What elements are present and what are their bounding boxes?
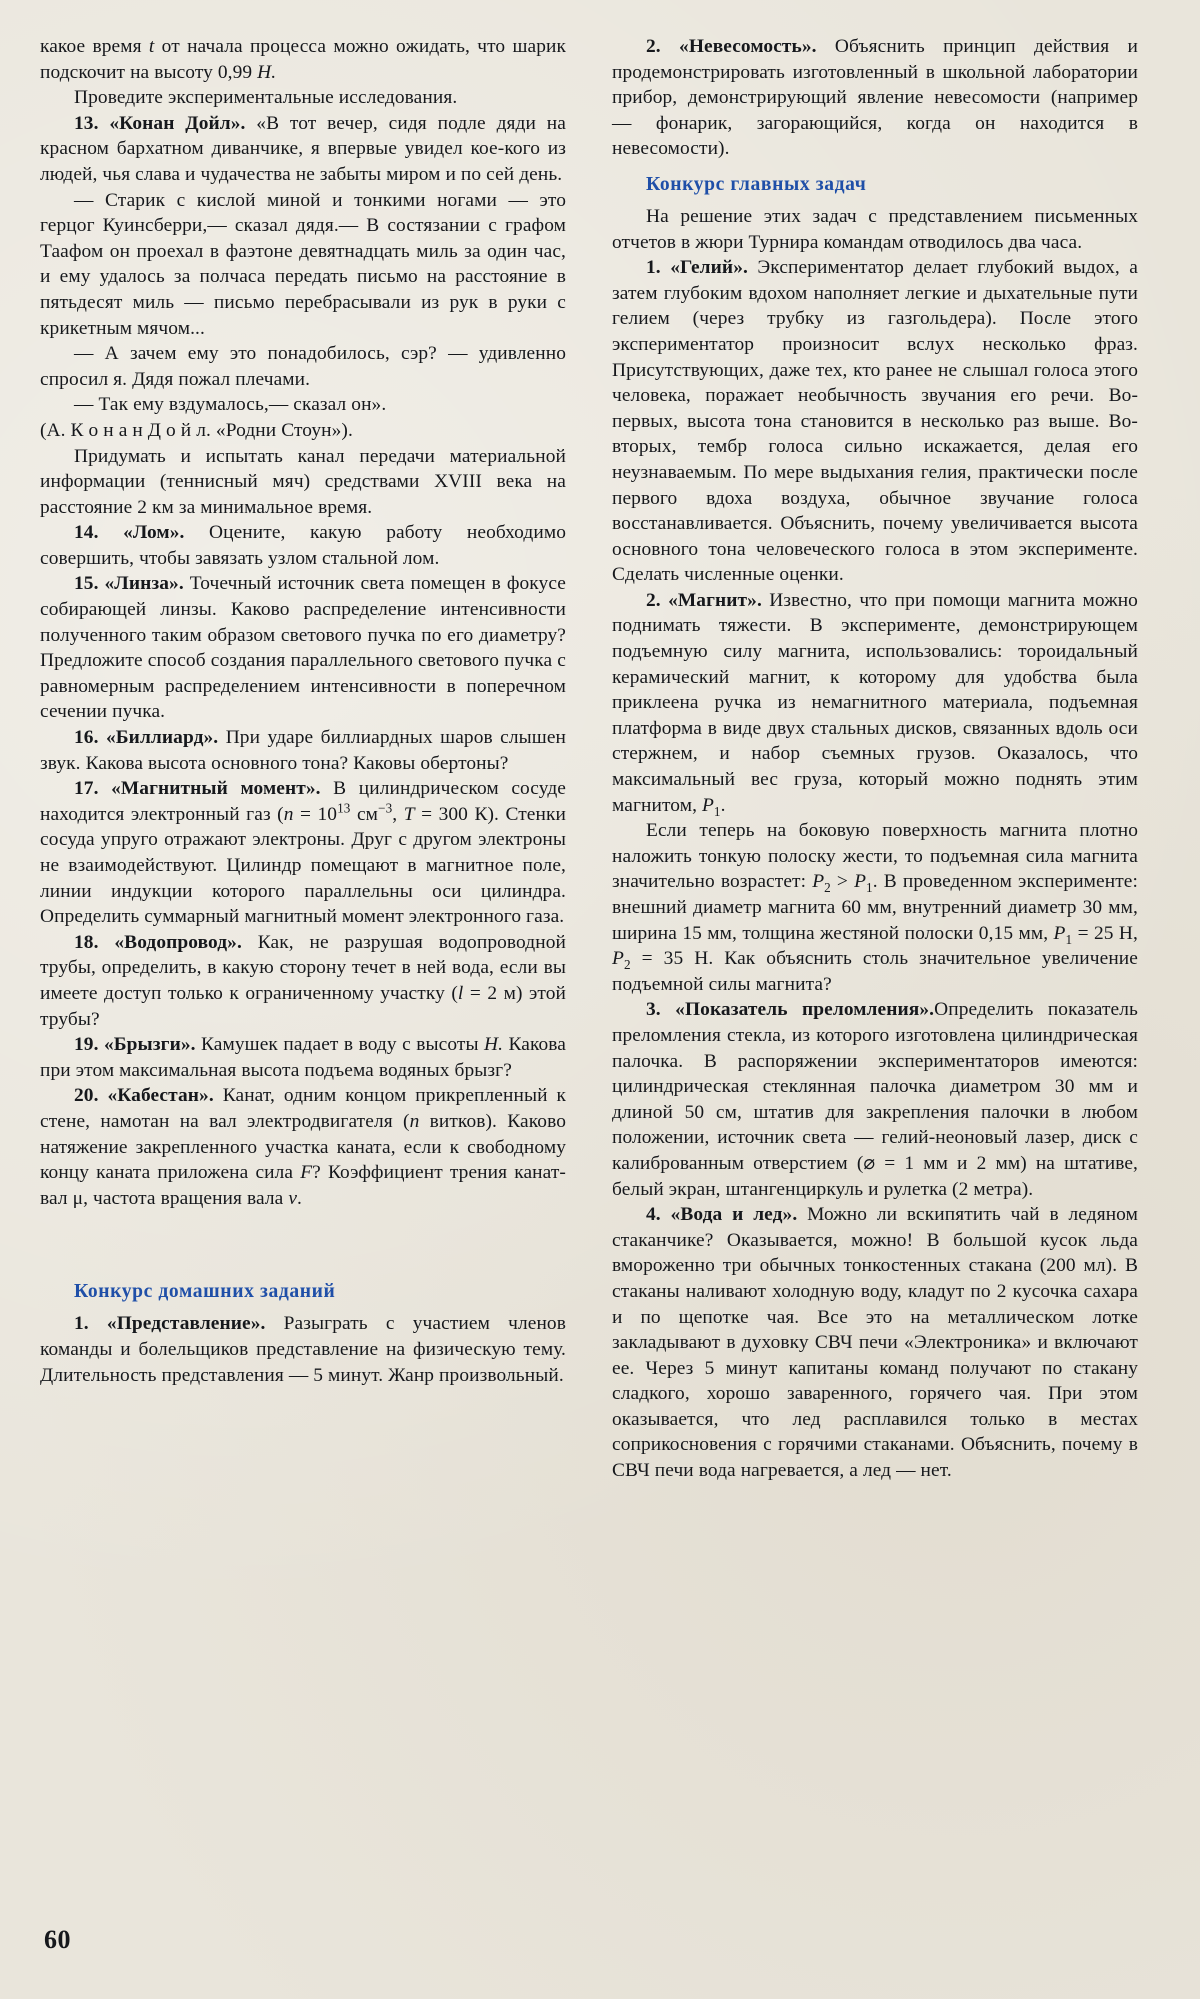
task-13-conan-doyle: 13. «Конан Дойл». «В тот вечер, сидя подле дяди на красном бархатном диванчике, я впервые увидел кое-кого из людей, чья слава и чудачества не забыты миром и по сей день. bbox=[40, 112, 566, 185]
task-15-linza: 15. «Линза». Точечный источник света помещен в фокусе собирающей линзы. Каково распределение интенсивности полученного таким образом светового пучка по его диаметру? Предложите способ создания параллельного светового пучка с равномерным распределением интенсивности в поперечном сечении пучка. bbox=[40, 573, 566, 723]
task-2-nevesomost: 2. «Невесомость». Объяснить принцип действия и продемонстрировать изготовленный в школьной лаборатории прибор, демонстрирующий явление невесомости (например — фонарик, загорающийся, когда он находится в невесомости). bbox=[612, 36, 1138, 160]
para-time-question: какое время t от начала процесса можно ожидать, что шарик подскочит на высоту 0,99 H. bbox=[40, 36, 567, 83]
heading-homework-contest: Конкурс домашних заданий bbox=[74, 1281, 336, 1303]
heading-main-tasks-contest: Конкурс главных задач bbox=[646, 173, 867, 195]
para-conan-doyle-source: (А. К о н а н Д о й л. «Родни Стоун»). bbox=[40, 419, 353, 441]
left-column bbox=[40, 34, 566, 1388]
para-conan-doyle-task: Придумать и испытать канал передачи материальной информации (теннисный мяч) средствами XVIII века на расстояние 2 км за минимальное время. bbox=[40, 445, 566, 518]
para-main-tasks-intro: На решение этих задач с представлением письменных отчетов в жюри Турнира командам отводилось два часа. bbox=[612, 205, 1138, 253]
task-1-predstavlenie: 1. «Представление». Разыграть с участием членов команды и болельщиков представление на физическую тему. Длительность представления — 5 минут. Жанр произвольный. bbox=[40, 1313, 566, 1386]
right-column bbox=[612, 34, 1138, 1484]
task-17-magnitnyi-moment: 17. «Магнитный момент». В цилиндрическом сосуде находится электронный газ ($n = 10^{13}$ $см^{-3}$, T = 300 К). Стенки сосуда упруго отражают электроны. Друг с другом электроны не взаимодействуют. Цилиндр помещают в магнитное поле, линии индукции которого параллельны оси цилиндра. Определить суммарный магнитный момент электронного газа. bbox=[40, 778, 566, 928]
two-column-layout bbox=[40, 34, 1160, 1484]
task-18-vodoprovod: 18. «Водопровод». Как, не разрушая водопроводной трубы, определить, в какую сторону течет в ней вода, если вы имеете доступ только к ограниченному участку (l = 2 м) этой трубы? bbox=[40, 931, 567, 1030]
para-conan-doyle-quote-2: — А зачем ему это понадобилось, сэр? — удивленно спросил я. Дядя пожал плечами. bbox=[40, 343, 566, 390]
task-20-kabestan: 20. «Кабестан». Канат, одним концом прикрепленный к стене, намотан на вал электродвигателя (n витков). Каково натяжение закрепленного участка каната, если к свободному концу каната приложена сила F? Коэффициент трения канат-вал μ, частота вращения вала ν. bbox=[40, 1085, 567, 1209]
task-4-voda-i-led: 4. «Вода и лед». Можно ли вскипятить чай в ледяном стаканчике? Оказывается, можно! В большой кусок льда вмороженно три обычных тонкостенных стакана (200 мл). В стаканы наливают холодную воду, кладут по 2 кусочка сахара и по щепотке чая. Все это на металлическом лотке закладывают в духовку СВЧ печи «Электроника» и включают ее. Через 5 минут капитаны команд получают по стакану сладкого, хорошо заваренного, горячего чая. При этом оказывается, что лед расплавился только в местах соприкосновения с горячими стаканами. Объяснить, почему в СВЧ печи вода нагревается, а лед — нет. bbox=[612, 1204, 1138, 1482]
column-spacer bbox=[40, 1211, 566, 1263]
page-number: 60 bbox=[44, 1925, 71, 1954]
para-conduct-research: Проведите экспериментальные исследования. bbox=[74, 87, 458, 109]
para-conan-doyle-quote-3: — Так ему вздумалось,— сказал он». bbox=[74, 394, 387, 416]
task-14-lom: 14. «Лом». Оцените, какую работу необходимо совершить, чтобы завязать узлом стальной лом. bbox=[40, 522, 566, 569]
para-conan-doyle-quote-1: — Старик с кислой миной и тонкими ногами — это герцог Куинсберри,— сказал дядя.— В состязании с графом Таафом он проехал в фаэтоне девятнадцать миль за один час, и ему удалось за полчаса передать письмо на расстояние в пятьдесят миль — письмо перебрасывали из рук в руки с крикетным мячом... bbox=[40, 189, 566, 339]
task-19-bryzgi: 19. «Брызги». Камушек падает в воду с высоты H. Какова при этом максимальная высота подъема водяных брызг? bbox=[40, 1034, 566, 1081]
task-16-billiard: 16. «Биллиард». При ударе биллиардных шаров слышен звук. Какова высота основного тона? Каковы обертоны? bbox=[40, 727, 567, 774]
task-2-magnit-cont: Если теперь на боковую поверхность магнита плотно наложить тонкую полоску жести, то подъемная сила магнита значительно возрастет: $P_2 > P_1$. В проведенном эксперименте: внешний диаметр магнита 60 мм, внутренний диаметр 30 мм, ширина 15 мм, толщина жестяной полоски 0,15 мм, $P_1 = 25$ Н, $P_2 = 35$ Н. Как объяснить столь значительное увеличение подъемной силы магнита? bbox=[612, 820, 1138, 995]
task-1-geliy: 1. «Гелий». Экспериментатор делает глубокий выдох, а затем глубоким вдохом наполняет легкие и дыхательные пути гелием (через трубку из газгольдера). После этого экспериментатор произносит вслух несколько фраз. Присутствующих, даже тех, кто ранее не слышал голоса этого человека, поражает необычность звучания его речи. Во-первых, высота тона становится в несколько раз выше. Во-вторых, тембр голоса сильно искажается, делая его неузнаваемым. По мере выдыхания гелия, практически после первого вдоха воздуха, обычное звучание голоса восстанавливается. Объяснить, почему увеличивается высота основного тона человеческого голоса в этом эксперименте. Сделать численные оценки. bbox=[612, 257, 1138, 586]
task-3-pokazatel-prelomleniya: 3. «Показатель преломления».Определить показатель преломления стекла, из которого изготовлена цилиндрическая палочка. В распоряжении экспериментаторов имеются: цилиндрическая стеклянная палочка диаметром 30 мм и длиной 50 см, штатив для закрепления палочки в любом положении, источник света — гелий-неоновый лазер, диск с калиброванным отверстием (⌀ = 1 мм и 2 мм) на штативе, белый экран, штангенциркуль и рулетка (2 метра). bbox=[612, 999, 1138, 1200]
task-2-magnit: 2. «Магнит». Известно, что при помощи магнита можно поднимать тяжести. В эксперименте, демонстрирующем подъемную силу магнита, использовались: тороидальный керамический магнит, к которому для удобства была приклеена ручка из немагнитного материала, подъемная платформа в виде двух стальных дисков, связанных вдоль оси стержнем, и набор съемных грузов. Оказалось, что максимальный вес груза, который можно поднять этим магнитом, $P_1$. bbox=[612, 589, 1138, 819]
